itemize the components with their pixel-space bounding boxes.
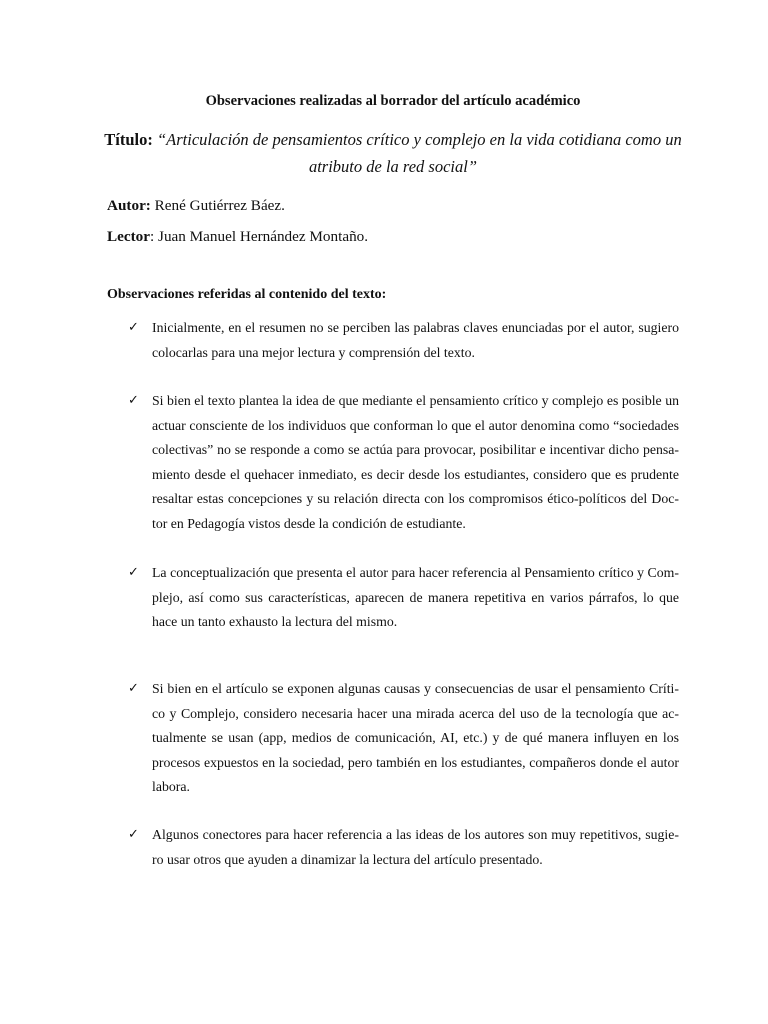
observation-text: Algunos conectores para hacer referencia a las ideas de los autores son muy repetitivos, sugiero usar otros que ayuden a dinamizar la lectura del artículo presentado. [152, 827, 679, 867]
observation-text: Si bien en el artículo se exponen algunas causas y consecuencias de usar el pensamiento Crítico y Complejo, considero necesaria hacer una mirada acerca del uso de la tecnología que actualmente se usan (app, medios de comunicación, AI, etc.) y de qué manera influyen en los procesos expuestos en la sociedad, pero también en los estudiantes, compañeros donde el autor labora. [152, 681, 679, 795]
title-text: “Articulación de pensamientos crítico y complejo en la vida cotidiana como un atributo de la red social” [152, 130, 682, 176]
reader-value: : Juan Manuel Hernández Montaño. [150, 228, 369, 245]
checkmark-icon: ✓ [128, 393, 139, 408]
observation-text: Inicialmente, en el resumen no se perciben las palabras claves enunciadas por el autor, sugiero colocarlas para una mejor lectura y comprensión del texto. [152, 320, 679, 360]
checkmark-icon: ✓ [128, 827, 139, 842]
section-heading: Observaciones referidas al contenido del texto: [107, 287, 387, 302]
checkmark-icon: ✓ [128, 565, 139, 580]
reader-label: Lector [107, 228, 151, 245]
author-value: René Gutiérrez Báez. [150, 197, 285, 214]
document-heading: Observaciones realizadas al borrador del artículo académico [205, 93, 581, 109]
reader-line [107, 227, 368, 247]
title-label: Título: [104, 130, 153, 149]
observation-text: Si bien el texto plantea la idea de que mediante el pensamiento crítico y complejo es posible un actuar consciente de los individuos que conforman lo que el autor denomina como “sociedades colectivas” no se responde a como se actúa para provocar, posibilitar e incentivar dicho pensamiento desde el quehacer inmediato, es decir desde los estudiantes, considero que es prudente resaltar estas concepciones y su relación directa con los compromisos ético-políticos del Doctor en Pedagogía vistos desde la condición de estudiante. [152, 393, 679, 531]
checkmark-icon: ✓ [128, 320, 139, 335]
observation-text: La conceptualización que presenta el autor para hacer referencia al Pensamiento crítico y Complejo, así como sus características, aparecen de manera repetitiva en varios párrafos, lo que hace un tanto exhausto la lectura del mismo. [152, 565, 679, 630]
author-line [107, 196, 285, 216]
article-title [104, 126, 682, 180]
author-label: Autor: [107, 197, 151, 214]
checkmark-icon: ✓ [128, 681, 139, 696]
